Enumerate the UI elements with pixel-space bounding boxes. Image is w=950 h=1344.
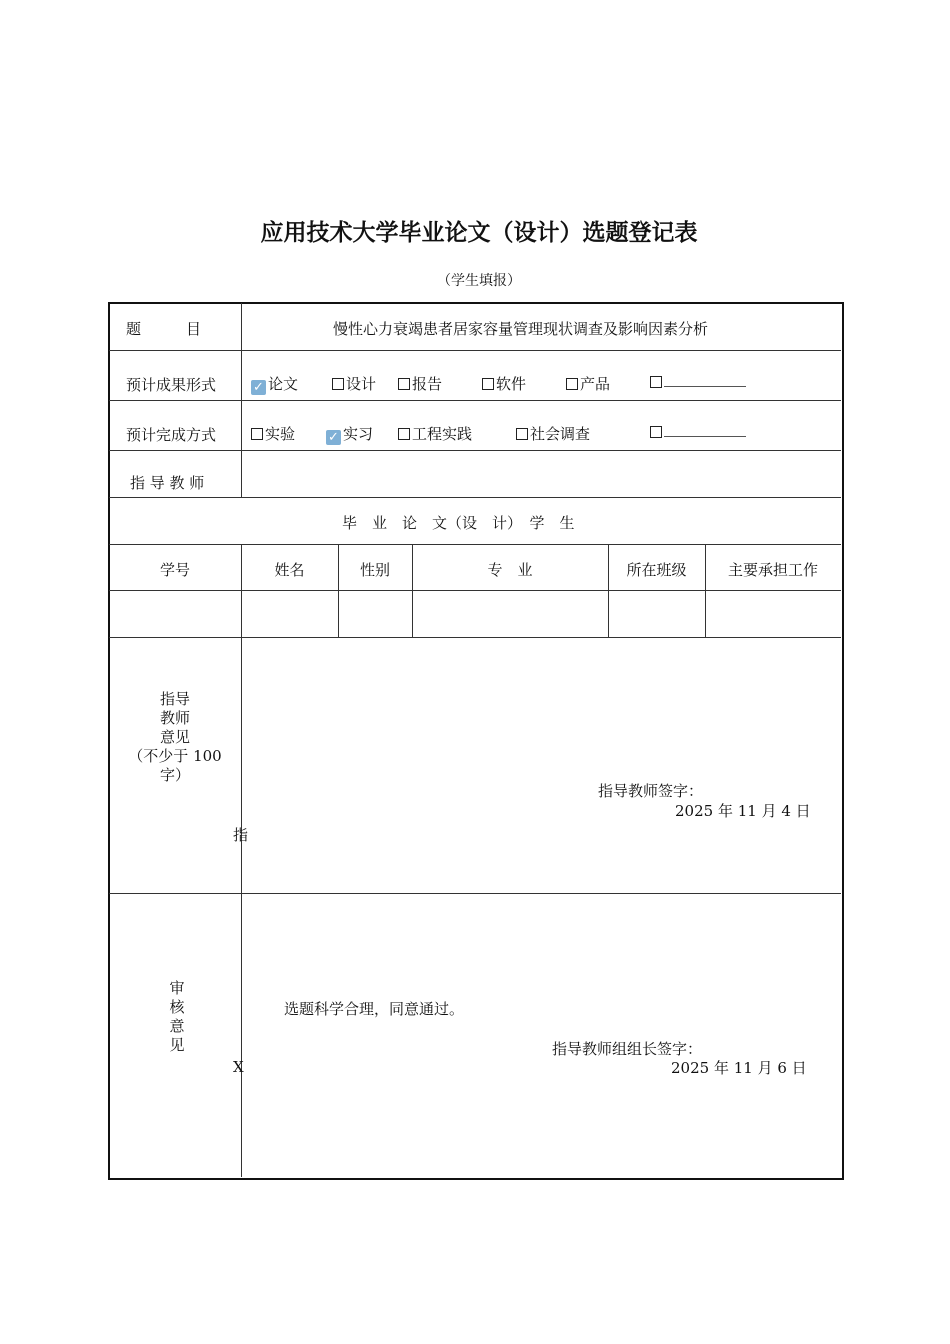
option-label: 实验: [265, 425, 296, 443]
option-report[interactable]: [398, 373, 442, 394]
review-signature-label: 指导教师组组长签字：: [552, 1040, 703, 1058]
other-blank[interactable]: [664, 424, 746, 437]
label-line: （不少于 100: [128, 747, 222, 765]
col-major: 专 业: [487, 561, 533, 579]
checkbox-icon: [650, 426, 662, 438]
checkbox-icon: [251, 428, 263, 440]
checked-icon: ✓: [251, 380, 266, 395]
advisor-signature-label: 指导教师签字：: [598, 782, 704, 800]
outcome-label: 预计成果形式: [126, 376, 217, 394]
col-class: 所在班级: [626, 561, 687, 579]
option-experiment[interactable]: [251, 423, 295, 444]
review-label: [109, 979, 245, 1055]
checkbox-icon: [398, 428, 410, 440]
topic-value: 慢性心力衰竭患者居家容量管理现状调查及影响因素分析: [333, 320, 709, 338]
form-title: 应用技术大学毕业论文（设计）选题登记表: [260, 219, 698, 246]
advisor-label: 指 导 教 师: [130, 474, 205, 492]
form-subtitle: （学生填报）: [437, 273, 521, 289]
option-design[interactable]: [332, 373, 376, 394]
checkbox-icon: [332, 378, 344, 390]
checkbox-icon: [650, 376, 662, 388]
review-date: 2025 年 11 月 6 日: [671, 1059, 807, 1077]
label-line: 审: [169, 979, 185, 997]
label-line: 教师: [159, 709, 190, 727]
review-comment: 选题科学合理，同意通过。: [284, 1000, 465, 1018]
advisor-opinion-label: [109, 690, 241, 785]
stray-text: X: [233, 1058, 244, 1076]
option-other[interactable]: [650, 423, 746, 441]
col-name: 姓名: [274, 561, 305, 579]
method-label: 预计完成方式: [126, 426, 217, 444]
col-student-id: 学号: [159, 561, 190, 579]
label-line: 字）: [159, 766, 190, 784]
checkbox-icon: [482, 378, 494, 390]
label-line: 核: [169, 998, 185, 1016]
option-label: 实习: [343, 425, 374, 443]
option-label: 设计: [346, 375, 377, 393]
option-label: 社会调查: [530, 425, 591, 443]
option-internship[interactable]: [326, 423, 373, 445]
advisor-date: 2025 年 11 月 4 日: [675, 802, 811, 820]
option-label: 软件: [496, 375, 527, 393]
checkbox-icon: [566, 378, 578, 390]
option-other[interactable]: [650, 373, 746, 391]
option-software[interactable]: [482, 373, 526, 394]
option-label: 产品: [580, 375, 611, 393]
option-survey[interactable]: [516, 423, 590, 444]
stray-text: 指: [233, 826, 249, 844]
checkbox-icon: [398, 378, 410, 390]
label-line: 意见: [159, 728, 190, 746]
students-header: 毕 业 论 文（设 计） 学 生: [342, 514, 575, 532]
label-line: 见: [169, 1036, 185, 1054]
option-label: 工程实践: [412, 425, 473, 443]
label-line: 意: [169, 1017, 185, 1035]
checked-icon: ✓: [326, 430, 341, 445]
option-engineering[interactable]: [398, 423, 472, 444]
option-thesis[interactable]: [251, 373, 298, 395]
col-gender: 性别: [359, 561, 390, 579]
other-blank[interactable]: [664, 374, 746, 387]
topic-label: 题 目: [126, 320, 202, 338]
option-label: 论文: [268, 375, 299, 393]
label-line: 指导: [159, 690, 190, 708]
checkbox-icon: [516, 428, 528, 440]
col-duty: 主要承担工作: [727, 561, 818, 579]
option-label: 报告: [412, 375, 443, 393]
option-product[interactable]: [566, 373, 610, 394]
